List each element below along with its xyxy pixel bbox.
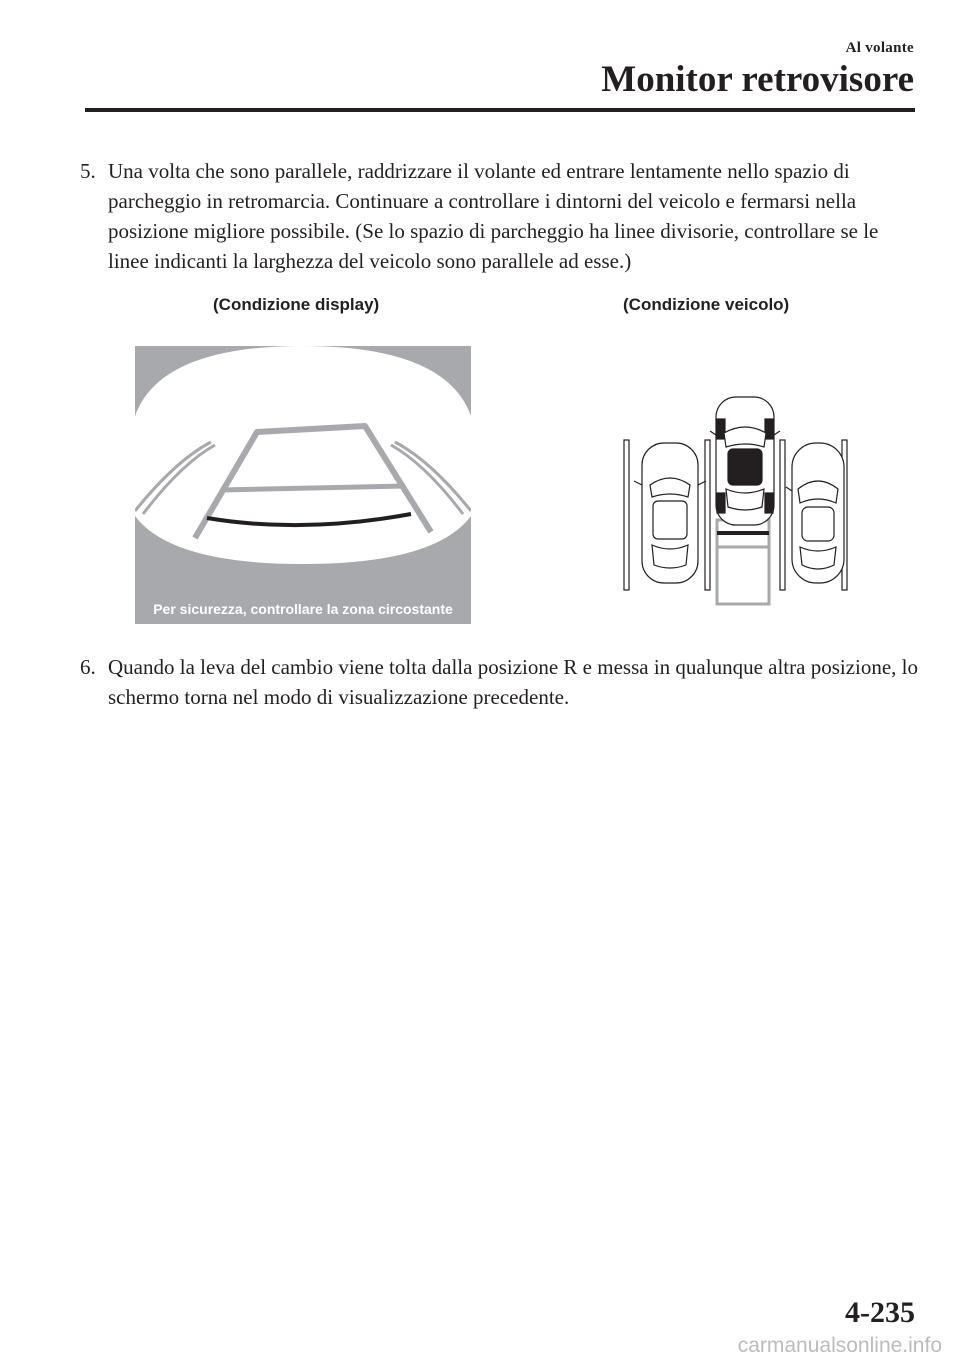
wheel bbox=[765, 493, 773, 513]
screen-warning-text: Per sicurezza, controllare la zona circostante bbox=[153, 601, 453, 617]
vehicle-caption: (Condizione veicolo) bbox=[623, 295, 790, 314]
step-text: Quando la leva del cambio viene tolta dalla posizione R e messa in qualunque altra posizione, lo schermo torna nel modo di visualizzazione precedente. bbox=[108, 655, 919, 709]
watermark: carmanualsonline.info bbox=[737, 1334, 942, 1357]
wheel bbox=[717, 419, 725, 439]
parked-car-right bbox=[786, 443, 844, 583]
title-rule bbox=[85, 108, 915, 112]
step-number: 6. bbox=[80, 655, 96, 679]
reversing-car bbox=[710, 397, 780, 525]
parking-vehicle-illustration bbox=[620, 385, 850, 610]
parked-car-left bbox=[634, 443, 706, 583]
page-number: 4-235 bbox=[845, 1296, 915, 1329]
display-caption: (Condizione display) bbox=[213, 295, 380, 314]
step-item bbox=[80, 652, 920, 712]
parking-divider-line bbox=[624, 440, 629, 590]
camera-view-area bbox=[135, 346, 471, 564]
step-item bbox=[80, 156, 920, 276]
wheel bbox=[717, 493, 725, 513]
wheel bbox=[765, 419, 773, 439]
step-number: 5. bbox=[80, 159, 96, 183]
step-text: Una volta che sono parallele, raddrizzare il volante ed entrare lentamente nello spazio di parcheggio in retromarcia. Continuare a controllare i dintorni del veicolo e fermarsi nella posizione migliore possibile. (Se lo spazio di parcheggio ha linee divisorie, controllare se le linee indicanti la larghezza del veicolo sono parallele ad esse.) bbox=[108, 159, 879, 273]
parking-divider-line bbox=[780, 440, 785, 590]
rear-camera-display-illustration bbox=[135, 346, 471, 624]
parking-divider-line bbox=[705, 440, 710, 590]
page-title: Monitor retrovisore bbox=[601, 59, 914, 100]
section-label: Al volante bbox=[845, 40, 914, 56]
